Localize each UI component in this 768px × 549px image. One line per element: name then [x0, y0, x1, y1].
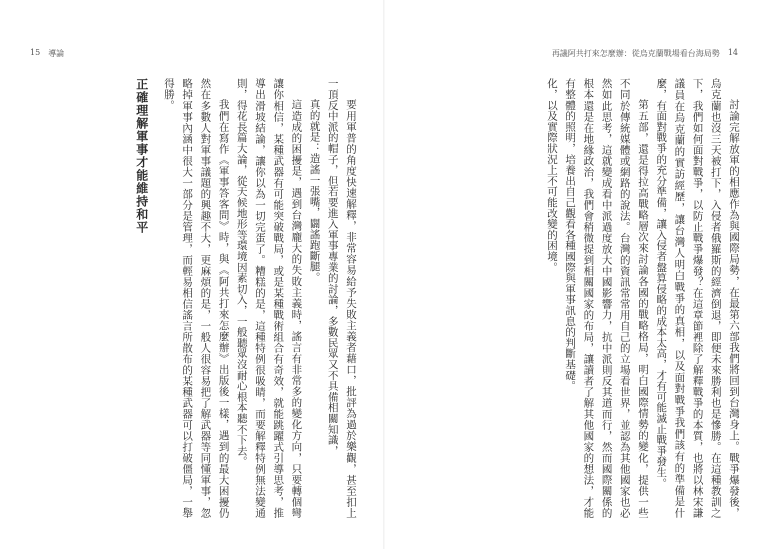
page-number: 14 — [727, 48, 738, 57]
section-heading: 正確理解軍事才能維持和平 — [134, 78, 149, 234]
right-page — [384, 0, 768, 549]
left-page-header — [30, 48, 64, 59]
running-head: 再議阿共打來怎麼辦：從烏克蘭戰場看台海局勢 — [551, 49, 720, 58]
right-page-header — [552, 48, 738, 59]
page-number: 15 — [30, 48, 41, 57]
running-head: 導論 — [48, 49, 65, 58]
body-paragraph: 真的就是：造謠一張嘴，闢謠跑斷腿。 — [308, 99, 321, 283]
body-paragraph: 第五部，還是得拉高戰略層次來討論各國的戰略格局，明白國際情勢的變化，提供一些不同於傳統媒體或網路的說法。台灣的資訊常常用自己的立場看世界，並認為其他國家也必然如此思考，這就變成看中派過度放大中國影響力，抗中派則反其道而行，然而國際關係的根本還是在地緣政治，我們會稍微提到相關國家的布局，讓讀者了解其他國家的想法，才能有整體的照明，培養出自己觀看各種國際與軍事訊息的判斷基礎。 — [564, 78, 649, 518]
body-paragraph: 化，以及實際狀況上不可能改變的困境。 — [545, 78, 558, 273]
body-paragraph: 要用軍普的角度快速解釋，非常容易給予失敗主義者藉口，批評為過於樂觀，甚至扣上一頂反中派的帽子，但若要進入軍事專業的討論，多數民眾又不具備相關知識， — [326, 78, 357, 518]
left-page-body — [30, 78, 360, 518]
body-paragraph: 這造成的困擾是，遇到台灣龐大的失敗主義時，謠言有非常多的變化方向，只要轉個彎讓你相信，某種武器有可能突破戰局，或是某種戰術組合有奇效，就能跳躍式引導思考，推導出滑坡結論，讓你以為一切完蛋了。糟糕的是，這種特例很吸睛，而要解釋特例無法變通則，得花長篇大論，從天候地形等環境因素切入，一般聽眾沒耐心根本聽不下去。 — [235, 78, 303, 518]
right-page-body — [408, 78, 743, 518]
body-paragraph: 我們在寫作《軍事答客問》時，與《阿共打來怎麼辦》出版後一樣，遇到的最大困擾仍然在多數人對軍事議題的興趣不大，更麻煩的是，一般人很容易把了解武器等同懂軍事，忽略掉軍事內涵中很大一部分是管理，而輕易相信謠言所散布的某種武器可以打破僵局，一舉得勝。 — [162, 78, 230, 518]
body-paragraph: 討論完解放軍的相應作為與國際局勢，在最第六部我們將回到台灣身上。戰爭爆發後，烏克蘭也沒三天被打下，入侵者俄羅斯的經濟倒退，即便未來勝利也是慘勝。在這種教訓之下，我們如何面對戰爭，以防止戰爭爆發？在這章節裡除了解釋戰爭的本質，也將以林宋謙議員在烏克蘭的實訪經歷，讓台灣人明白戰爭的真相，以及面對戰爭我們該有的準備是什麼，有面對戰爭的充分準備，讓入侵者盤算侵略的成本太高，才有可能滅止戰爭發生。 — [655, 78, 740, 518]
